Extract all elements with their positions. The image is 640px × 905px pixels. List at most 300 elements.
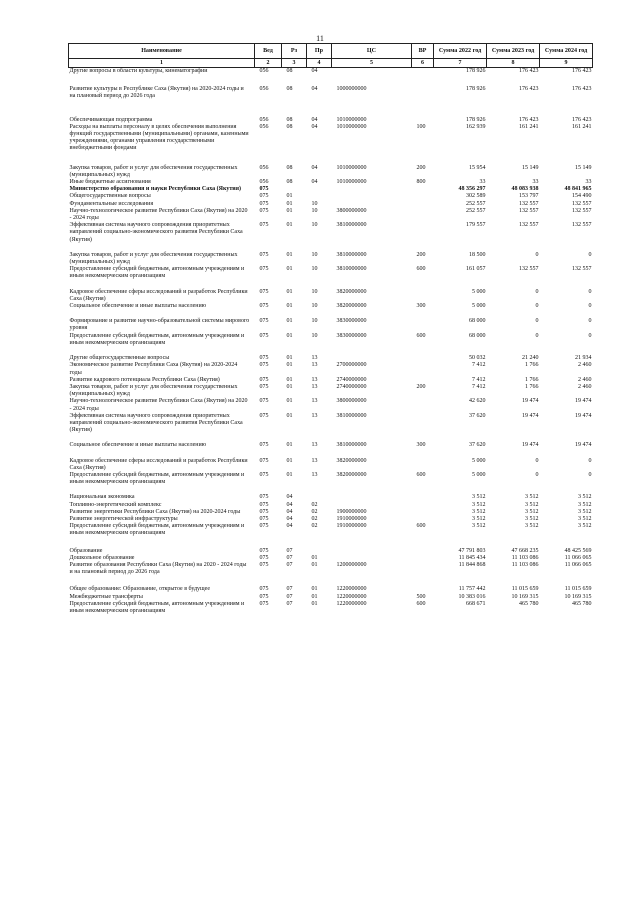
row-spacer bbox=[69, 101, 593, 117]
row-sum-2024: 19 474 bbox=[575, 442, 592, 449]
table-row bbox=[69, 509, 593, 516]
row-pr: 10 bbox=[311, 332, 318, 339]
row-spacer-cell bbox=[69, 153, 593, 165]
row-ved: 075 bbox=[259, 593, 269, 600]
row-name: Социальное обеспечение и иные выплаты населению bbox=[69, 442, 207, 449]
row-ved: 075 bbox=[259, 207, 269, 214]
row-rz bbox=[282, 186, 307, 193]
row-sum-2024: 3 512 bbox=[578, 515, 592, 522]
row-rz: 08 bbox=[286, 68, 293, 74]
row-sum-2023: 176 423 bbox=[519, 86, 539, 93]
row-ved: 075 bbox=[259, 318, 269, 325]
row-sum-2022: 252 557 bbox=[466, 200, 486, 207]
row-sum-2024: 21 934 bbox=[575, 355, 592, 362]
row-pr bbox=[307, 548, 332, 555]
row-name: Общегосударственные вопросы bbox=[69, 193, 151, 200]
row-sum-2022: 252 557 bbox=[466, 207, 486, 214]
row-ved: 075 bbox=[259, 383, 269, 390]
row-ved: 075 bbox=[259, 355, 269, 362]
header-pr: Пр bbox=[307, 44, 332, 59]
row-rz: 08 bbox=[286, 164, 293, 171]
row-pr: 02 bbox=[311, 508, 318, 515]
row-sum-2022: 3 512 bbox=[472, 523, 486, 530]
row-vr: 600 bbox=[416, 600, 426, 607]
row-pr: 13 bbox=[311, 442, 318, 449]
row-sum-2022: 178 926 bbox=[466, 86, 486, 93]
budget-table-container bbox=[68, 43, 592, 615]
row-sum-2024: 176 423 bbox=[572, 68, 592, 74]
row-rz: 01 bbox=[286, 193, 293, 200]
row-name: Эффективная система научного сопровождения приоритетных направлений социально-экономического развития Республики Саха (Якутия) bbox=[69, 412, 243, 434]
row-rz: 04 bbox=[286, 508, 293, 515]
row-sum-2024: 154 490 bbox=[572, 193, 592, 200]
row-sum-2024: 2 460 bbox=[578, 383, 592, 390]
row-spacer-cell bbox=[69, 281, 593, 289]
row-sum-2023: 0 bbox=[535, 251, 539, 258]
table-body bbox=[69, 68, 593, 616]
row-sum-2023: 3 512 bbox=[525, 515, 539, 522]
header-cs: ЦС bbox=[332, 44, 412, 59]
header-sum-2022: Сумма 2022 год bbox=[434, 44, 487, 59]
row-sum-2022: 668 671 bbox=[466, 600, 486, 607]
row-vr bbox=[412, 516, 434, 523]
row-pr: 02 bbox=[311, 501, 318, 508]
row-sum-2022: 3 512 bbox=[472, 515, 486, 522]
row-sum-2024: 465 780 bbox=[572, 600, 592, 607]
row-name: Межбюджетные трансферты bbox=[69, 593, 143, 600]
row-vr bbox=[412, 548, 434, 555]
row-ved: 075 bbox=[259, 376, 269, 383]
row-spacer bbox=[69, 450, 593, 458]
row-vr bbox=[412, 86, 434, 100]
row-sum-2023: 132 557 bbox=[519, 207, 539, 214]
row-cs: 3810000000 bbox=[336, 412, 367, 419]
row-sum-2023: 0 bbox=[535, 471, 539, 478]
row-ved: 075 bbox=[259, 554, 269, 561]
row-cs: 3820000000 bbox=[336, 303, 367, 310]
table-row bbox=[69, 523, 593, 537]
row-rz: 07 bbox=[286, 593, 293, 600]
row-vr: 800 bbox=[416, 179, 426, 186]
column-number: 2 bbox=[255, 59, 282, 68]
row-vr bbox=[412, 413, 434, 435]
row-cs: 1000000000 bbox=[336, 86, 367, 93]
row-name: Развитие энергетики Республики Саха (Якутия) на 2020-2024 годы bbox=[69, 508, 241, 515]
table-row bbox=[69, 601, 593, 615]
row-sum-2022: 161 057 bbox=[466, 266, 486, 273]
row-vr: 600 bbox=[416, 332, 426, 339]
row-sum-2022: 302 589 bbox=[466, 193, 486, 200]
row-sum-2023: 3 512 bbox=[525, 501, 539, 508]
row-rz: 08 bbox=[286, 86, 293, 93]
row-cs: 2740000000 bbox=[336, 376, 367, 383]
table-row bbox=[69, 562, 593, 576]
row-sum-2024: 132 557 bbox=[572, 200, 592, 207]
row-name: Закупка товаров, работ и услуг для обеспечения государственных (муниципальных) нужд bbox=[69, 164, 238, 178]
row-sum-2022: 68 000 bbox=[469, 332, 486, 339]
row-rz: 08 bbox=[286, 116, 293, 123]
header-row bbox=[69, 44, 593, 59]
column-number: 8 bbox=[487, 59, 540, 68]
row-vr bbox=[412, 555, 434, 562]
row-cs: 1900000000 bbox=[336, 508, 367, 515]
row-sum-2023: 1 766 bbox=[525, 362, 539, 369]
row-ved: 075 bbox=[259, 600, 269, 607]
row-cs bbox=[332, 68, 412, 76]
row-sum-2023: 19 474 bbox=[522, 442, 539, 449]
table-row bbox=[69, 222, 593, 244]
row-vr bbox=[412, 586, 434, 593]
row-sum-2022: 11 757 442 bbox=[458, 586, 486, 593]
row-rz: 04 bbox=[286, 501, 293, 508]
row-sum-2023: 33 bbox=[532, 179, 539, 186]
row-vr: 600 bbox=[416, 266, 426, 273]
row-rz: 01 bbox=[286, 266, 293, 273]
table-row bbox=[69, 472, 593, 486]
row-ved: 075 bbox=[259, 501, 269, 508]
row-sum-2024: 15 149 bbox=[575, 164, 592, 171]
row-rz: 01 bbox=[286, 442, 293, 449]
row-pr: 10 bbox=[311, 318, 318, 325]
row-cs: 3820000000 bbox=[336, 457, 367, 464]
row-cs bbox=[332, 193, 412, 200]
row-cs: 3810000000 bbox=[336, 266, 367, 273]
row-pr: 04 bbox=[311, 116, 318, 123]
row-rz: 01 bbox=[286, 412, 293, 419]
row-cs: 3800000000 bbox=[336, 207, 367, 214]
row-sum-2022: 3 512 bbox=[472, 494, 486, 501]
row-spacer-cell bbox=[69, 347, 593, 355]
row-sum-2022: 178 926 bbox=[466, 116, 486, 123]
row-pr: 04 bbox=[311, 179, 318, 186]
table-row bbox=[69, 555, 593, 562]
row-sum-2024: 132 557 bbox=[572, 207, 592, 214]
row-sum-2023: 0 bbox=[535, 288, 539, 295]
row-spacer-cell bbox=[69, 450, 593, 458]
row-pr: 04 bbox=[311, 86, 318, 93]
table-row bbox=[69, 384, 593, 398]
row-rz: 01 bbox=[286, 457, 293, 464]
row-rz: 01 bbox=[286, 200, 293, 207]
row-pr bbox=[307, 193, 332, 200]
row-vr bbox=[412, 398, 434, 412]
row-sum-2022: 37 620 bbox=[469, 412, 486, 419]
row-sum-2024: 0 bbox=[588, 318, 592, 325]
row-ved: 075 bbox=[259, 412, 269, 419]
table-row bbox=[69, 458, 593, 472]
table-row bbox=[69, 68, 593, 76]
row-vr bbox=[412, 494, 434, 501]
row-pr bbox=[307, 494, 332, 501]
row-ved: 056 bbox=[259, 68, 269, 74]
row-spacer bbox=[69, 281, 593, 289]
row-pr: 10 bbox=[311, 288, 318, 295]
row-pr: 10 bbox=[311, 200, 318, 207]
row-cs: 1910000000 bbox=[336, 515, 367, 522]
row-pr: 01 bbox=[311, 561, 318, 568]
table-row bbox=[69, 252, 593, 266]
row-cs: 3800000000 bbox=[336, 398, 367, 405]
row-sum-2022: 48 356 297 bbox=[458, 186, 486, 193]
row-vr bbox=[412, 186, 434, 193]
row-sum-2023: 0 bbox=[535, 303, 539, 310]
row-sum-2022: 37 620 bbox=[469, 442, 486, 449]
row-vr: 300 bbox=[416, 442, 426, 449]
table-header bbox=[69, 44, 593, 68]
row-rz: 01 bbox=[286, 222, 293, 229]
row-name: Предоставление субсидий бюджетным, автономным учреждениям и иным некоммерческим организациям bbox=[69, 332, 245, 346]
row-cs: 1910000000 bbox=[336, 523, 367, 530]
row-rz: 01 bbox=[286, 318, 293, 325]
column-number: 3 bbox=[282, 59, 307, 68]
row-sum-2023: 11 103 086 bbox=[511, 554, 539, 561]
row-sum-2023: 132 557 bbox=[519, 222, 539, 229]
row-ved: 056 bbox=[259, 86, 269, 93]
row-sum-2022: 11 844 868 bbox=[458, 561, 486, 568]
row-vr: 300 bbox=[416, 303, 426, 310]
row-sum-2022: 15 954 bbox=[469, 164, 486, 171]
table-row bbox=[69, 594, 593, 601]
row-sum-2022: 42 620 bbox=[469, 398, 486, 405]
row-ved: 075 bbox=[259, 266, 269, 273]
row-cs: 1220000000 bbox=[336, 586, 367, 593]
table-row bbox=[69, 86, 593, 100]
row-cs: 3810000000 bbox=[336, 222, 367, 229]
row-sum-2024: 11 066 065 bbox=[564, 554, 592, 561]
table-row bbox=[69, 266, 593, 280]
row-name: Развитие культуры в Республике Саха (Якутия) на 2020-2024 годы и на плановый период до 2026 года bbox=[69, 86, 244, 100]
row-cs bbox=[332, 548, 412, 555]
row-vr: 100 bbox=[416, 123, 426, 130]
row-sum-2023: 3 512 bbox=[525, 523, 539, 530]
row-sum-2024: 33 bbox=[585, 179, 592, 186]
row-name: Образование bbox=[69, 547, 103, 554]
header-sum-2024: Сумма 2024 год bbox=[540, 44, 593, 59]
row-sum-2022: 33 bbox=[479, 179, 486, 186]
row-sum-2023: 0 bbox=[535, 457, 539, 464]
row-sum-2023: 465 780 bbox=[519, 600, 539, 607]
row-cs: 1010000000 bbox=[336, 123, 367, 130]
row-sum-2022: 11 845 434 bbox=[458, 554, 486, 561]
column-number: 9 bbox=[540, 59, 593, 68]
row-name: Общее образование: Образование, открытое в будущее bbox=[69, 586, 210, 593]
row-pr: 10 bbox=[311, 266, 318, 273]
row-name: Другие вопросы в области культуры, кинематографии bbox=[69, 68, 208, 74]
column-number: 6 bbox=[412, 59, 434, 68]
row-ved: 075 bbox=[259, 471, 269, 478]
row-sum-2023: 153 797 bbox=[519, 193, 539, 200]
row-sum-2024: 132 557 bbox=[572, 222, 592, 229]
row-sum-2022: 162 939 bbox=[466, 123, 486, 130]
row-pr: 02 bbox=[311, 523, 318, 530]
row-name: Предоставление субсидий бюджетным, автономным учреждениям и иным некоммерческим организациям bbox=[69, 523, 245, 537]
row-rz: 01 bbox=[286, 251, 293, 258]
row-ved: 056 bbox=[259, 116, 269, 123]
row-vr bbox=[412, 502, 434, 509]
row-pr: 10 bbox=[311, 303, 318, 310]
row-pr: 13 bbox=[311, 355, 318, 362]
row-name: Развитие энергетической инфраструктуры bbox=[69, 515, 178, 522]
row-ved: 075 bbox=[259, 508, 269, 515]
row-sum-2023: 3 512 bbox=[525, 508, 539, 515]
row-sum-2022: 47 791 803 bbox=[458, 547, 486, 554]
row-name: Научно-технологическое развитие Республики Саха (Якутия) на 2020 - 2024 годы bbox=[69, 398, 248, 412]
header-sum-2023: Сумма 2023 год bbox=[487, 44, 540, 59]
row-ved: 075 bbox=[259, 398, 269, 405]
row-sum-2023: 11 103 086 bbox=[511, 561, 539, 568]
row-sum-2024: 19 474 bbox=[575, 398, 592, 405]
row-vr bbox=[412, 377, 434, 384]
row-spacer bbox=[69, 244, 593, 252]
row-sum-2022: 5 000 bbox=[472, 288, 486, 295]
row-vr bbox=[412, 193, 434, 200]
row-name: Закупка товаров, работ и услуг для обеспечения государственных (муниципальных) нужд bbox=[69, 383, 238, 398]
row-sum-2023: 3 512 bbox=[525, 494, 539, 501]
row-ved: 075 bbox=[259, 303, 269, 310]
table-row bbox=[69, 502, 593, 509]
table-row bbox=[69, 193, 593, 200]
row-sum-2023: 176 423 bbox=[519, 116, 539, 123]
row-sum-2023: 176 423 bbox=[519, 68, 539, 74]
row-cs: 1010000000 bbox=[336, 164, 367, 171]
row-sum-2024: 10 169 315 bbox=[564, 593, 592, 600]
row-name: Развитие кадрового потенциала Республики Саха (Якутия) bbox=[69, 376, 220, 383]
row-sum-2024: 176 423 bbox=[572, 116, 592, 123]
row-rz: 01 bbox=[286, 398, 293, 405]
row-ved: 075 bbox=[259, 332, 269, 339]
row-ved: 075 bbox=[259, 186, 269, 193]
row-sum-2023: 1 766 bbox=[525, 383, 539, 390]
column-number: 4 bbox=[307, 59, 332, 68]
row-sum-2022: 5 000 bbox=[472, 471, 486, 478]
row-cs: 1220000000 bbox=[336, 600, 367, 607]
row-sum-2023: 161 241 bbox=[519, 123, 539, 130]
row-ved: 056 bbox=[259, 179, 269, 186]
row-pr: 13 bbox=[311, 471, 318, 478]
row-spacer bbox=[69, 576, 593, 586]
row-sum-2022: 10 383 016 bbox=[458, 593, 486, 600]
row-sum-2022: 68 000 bbox=[469, 318, 486, 325]
row-spacer bbox=[69, 347, 593, 355]
column-number: 1 bbox=[69, 59, 255, 68]
row-sum-2024: 0 bbox=[588, 332, 592, 339]
row-rz: 01 bbox=[286, 207, 293, 214]
row-ved: 075 bbox=[259, 515, 269, 522]
row-cs: 2700000000 bbox=[336, 362, 367, 369]
header-ved: Вед bbox=[255, 44, 282, 59]
row-name: Кадровое обеспечение сферы исследований и разработок Республики Саха (Якутия) bbox=[69, 288, 248, 302]
row-pr: 13 bbox=[311, 362, 318, 369]
row-pr: 13 bbox=[311, 398, 318, 405]
row-rz: 01 bbox=[286, 383, 293, 390]
table-row bbox=[69, 165, 593, 179]
row-name: Предоставление субсидий бюджетным, автономным учреждениям и иным некоммерческим организациям bbox=[69, 600, 245, 614]
table-row bbox=[69, 201, 593, 208]
table-row bbox=[69, 586, 593, 593]
row-name: Кадровое обеспечение сферы исследований и разработок Республики Саха (Якутия) bbox=[69, 457, 248, 471]
table-row bbox=[69, 398, 593, 412]
row-ved: 056 bbox=[259, 123, 269, 130]
row-name: Дошкольное образование bbox=[69, 554, 135, 561]
row-sum-2022: 7 412 bbox=[472, 362, 486, 369]
row-sum-2024: 161 241 bbox=[572, 123, 592, 130]
row-cs bbox=[332, 186, 412, 193]
row-sum-2024: 132 557 bbox=[572, 266, 592, 273]
header-vr: ВР bbox=[412, 44, 434, 59]
row-cs: 3820000000 bbox=[336, 471, 367, 478]
table-row bbox=[69, 289, 593, 303]
row-ved: 056 bbox=[259, 164, 269, 171]
table-row bbox=[69, 413, 593, 435]
table-row bbox=[69, 377, 593, 384]
row-name: Министерство образования и науки Республики Саха (Якутия) bbox=[69, 186, 241, 193]
table-row bbox=[69, 303, 593, 310]
row-pr: 04 bbox=[311, 123, 318, 130]
row-pr: 04 bbox=[311, 68, 318, 74]
row-rz: 08 bbox=[286, 179, 293, 186]
row-sum-2024: 0 bbox=[588, 471, 592, 478]
header-name: Наименование bbox=[69, 44, 255, 59]
row-spacer bbox=[69, 486, 593, 494]
row-cs: 2740000000 bbox=[336, 383, 367, 390]
row-name: Экономическое развитие Республики Саха (Якутия) на 2020-2024 годы bbox=[69, 362, 238, 376]
row-cs: 3830000000 bbox=[336, 318, 367, 325]
row-rz: 07 bbox=[286, 554, 293, 561]
row-vr bbox=[412, 355, 434, 362]
row-pr: 01 bbox=[311, 600, 318, 607]
row-sum-2024: 2 460 bbox=[578, 362, 592, 369]
row-ved: 075 bbox=[259, 288, 269, 295]
row-vr: 600 bbox=[416, 523, 426, 530]
row-spacer-cell bbox=[69, 576, 593, 586]
row-vr bbox=[412, 222, 434, 244]
row-ved: 075 bbox=[259, 561, 269, 568]
row-rz: 07 bbox=[286, 586, 293, 593]
row-name: Научно-технологическое развитие Республики Саха (Якутия) на 2020 - 2024 годы bbox=[69, 207, 248, 222]
budget-table bbox=[68, 43, 593, 615]
row-spacer-cell bbox=[69, 244, 593, 252]
row-name: Социальное обеспечение и иные выплаты населению bbox=[69, 303, 207, 310]
row-cs bbox=[332, 502, 412, 509]
row-spacer-cell bbox=[69, 75, 593, 86]
row-name: Предоставление субсидий бюджетным, автономным учреждениям и иным некоммерческим организациям bbox=[69, 266, 245, 280]
row-sum-2022: 3 512 bbox=[472, 508, 486, 515]
row-sum-2024: 0 bbox=[588, 288, 592, 295]
row-sum-2024: 48 841 965 bbox=[564, 186, 592, 193]
row-sum-2022: 50 032 bbox=[469, 355, 486, 362]
row-pr: 10 bbox=[311, 222, 318, 229]
row-sum-2024: 3 512 bbox=[578, 508, 592, 515]
row-sum-2022: 179 557 bbox=[466, 222, 486, 229]
row-sum-2022: 7 412 bbox=[472, 383, 486, 390]
row-pr: 04 bbox=[311, 164, 318, 171]
row-name: Закупка товаров, работ и услуг для обеспечения государственных (муниципальных) нужд bbox=[69, 251, 238, 266]
row-spacer bbox=[69, 153, 593, 165]
row-pr: 13 bbox=[311, 457, 318, 464]
row-vr: 200 bbox=[416, 164, 426, 171]
row-sum-2023: 47 668 235 bbox=[511, 547, 539, 554]
row-sum-2024: 3 512 bbox=[578, 494, 592, 501]
row-rz: 01 bbox=[286, 376, 293, 383]
row-sum-2024: 2 460 bbox=[578, 376, 592, 383]
row-cs: 1010000000 bbox=[336, 116, 367, 123]
row-name: Национальная экономика bbox=[69, 494, 135, 501]
row-pr: 01 bbox=[311, 586, 318, 593]
row-sum-2024: 0 bbox=[588, 251, 592, 258]
row-sum-2023: 0 bbox=[535, 318, 539, 325]
row-spacer-cell bbox=[69, 486, 593, 494]
column-number: 5 bbox=[332, 59, 412, 68]
